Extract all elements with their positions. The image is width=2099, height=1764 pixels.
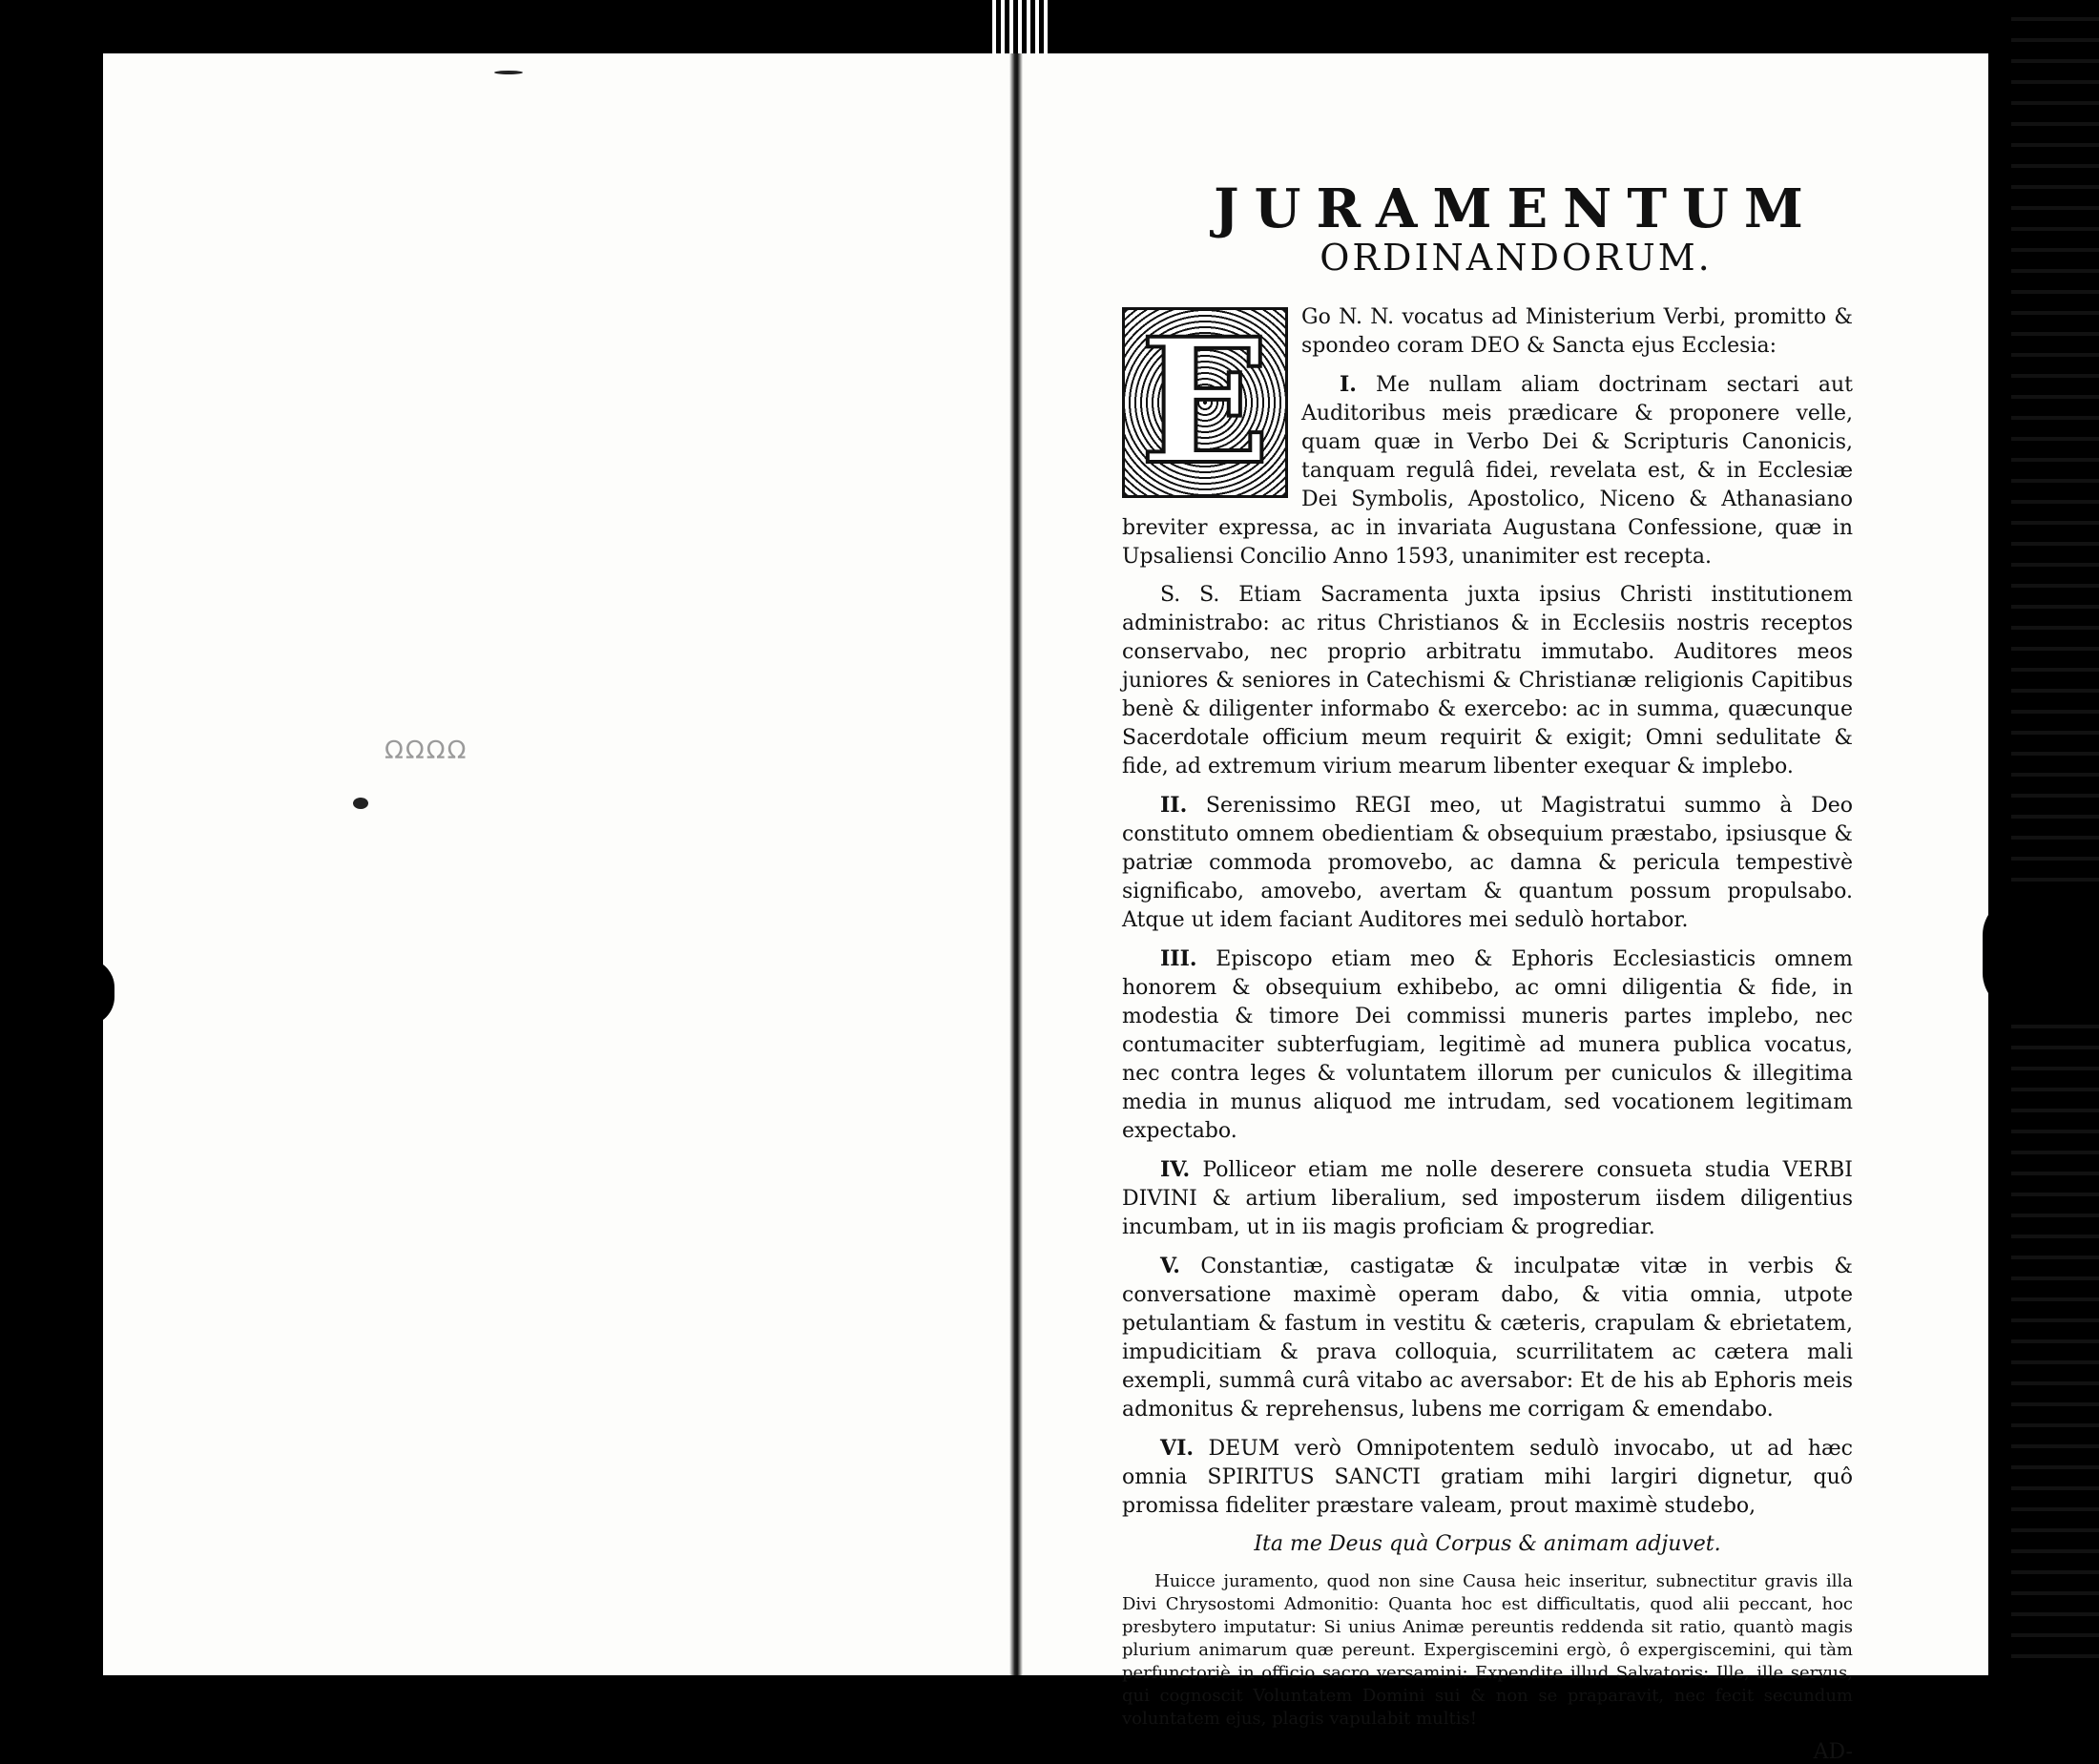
article-4 (1122, 1155, 1853, 1242)
article-1-cont: S. S. Etiam Sacramenta juxta ipsius Christi institutionem administrabo: ac ritus Christianos & in Ecclesiis nostris receptos conservabo, nec proprio arbitratu immutabo. Auditores meos juniores & seniores in Catechismi & Christianæ religionis Capitibus benè & diligenter informabo & exercebo: ac in summa, quæcunque Sacerdotale officium meum requirit & exigit; Omni sedulitate & fide, ad extremum virium mearum libenter exequar & implebo. (1122, 583, 1853, 778)
article-text: Polliceor etiam me nolle deserere consueta studia VERBI DIVINI & artium liberalium, sed imposterum iisdem diligentius incumbam, ut in iis magis proficiam & progrediar. (1122, 1158, 1853, 1239)
oath-intro (1122, 303, 1853, 571)
left-page-tab (0, 959, 114, 1026)
book-gutter (1009, 53, 1023, 1675)
catchword: AD- (1813, 1740, 1853, 1764)
article-number: VI. (1160, 1436, 1195, 1461)
right-dark-edge (2011, 0, 2099, 1675)
ink-speck (353, 798, 368, 809)
article-number: V. (1160, 1254, 1180, 1278)
article-text: Serenissimo REGI meo, ut Magistratui summo à Deo constituto omnem obedientiam & obsequium præstabo, ipsiusque & patriæ commoda promovebo, ac damna & pericula tempestivè significabo, amovebo, avertam & quantum possum propulsabo. Atque ut idem faciant Auditores mei sedulò hortabor. (1122, 794, 1854, 932)
intro-text: Go N. N. vocatus ad Ministerium Verbi, promitto & spondeo coram DEO & Sancta ejus Ecclesia: (1301, 305, 1853, 358)
decorated-initial: E (1122, 307, 1288, 498)
article-2 (1122, 791, 1853, 935)
article-number: I. (1340, 372, 1357, 397)
article-number: IV. (1160, 1157, 1191, 1182)
left-dark-edge (0, 162, 103, 1675)
right-page-tab (1983, 897, 2099, 1011)
invocation-line: Ita me Deus quà Corpus & animam adjuvet. (1254, 1532, 1721, 1556)
show-through-mark: ΩΩΩΩ (384, 737, 468, 765)
chrysostom-note: Huicce juramento, quod non sine Causa heic inseritur, subnectitur gravis illa Divi Chrysostomi Admonitio: Quanta hoc est difficultatis, quod alii peccant, hoc presbytero imputatur: Si unius Animæ pereuntis reddenda sit ratio, quantò magis plurium animarum quæ pereunt. Expergiscemini ergò, ô expergiscemini, qui tàm perfunctoriè in officio sacro versamini: Expendite illud Salvatoris: Ille, ille servus, qui cognoscit Voluntatem Domini sui & non se praparavit, nec fecit secundum voluntatem ejus, plagis vapulabit multis! (1122, 1571, 1853, 1729)
article-3 (1122, 944, 1853, 1146)
article-text: Episcopo etiam meo & Ephoris Ecclesiasticis omnem honorem & obsequium exhibebo, ac omni diligentia & fide, in modestia & timore Dei commissi muneris partes implebo, nec contumaciter subterfugiam, legitimè ad munera publica vocatus, nec contra leges & voluntatem illorum per cuniculos & illegitima media in munus aliquod me intrudam, sed vocationem legitimam expectabo. (1122, 947, 1853, 1143)
article-number: III. (1160, 946, 1197, 971)
article-5 (1122, 1252, 1853, 1424)
page-title: JURAMENTUM (1214, 177, 1818, 240)
page-subtitle: ORDINANDORUM. (1320, 237, 1713, 279)
article-text: Me nullam aliam doctrinam sectari aut Auditoribus meis prædicare & proponere velle, quam quæ in Verbo Dei & Scripturis Canonicis, tanquam regulâ fidei, revelata est, & in Ecclesiæ Dei Symbolis, Apostolico, Niceno & Athanasiano breviter expressa, ac in invariata Augustana Confessione, quæ in Upsaliensi Concilio Anno 1593, unanimiter est recepta. (1122, 373, 1853, 569)
page-text (1122, 172, 1853, 1764)
article-text: Constantiæ, castigatæ & inculpatæ vitæ in verbis & conversatione maximè operam dabo, & vitia omnia, utpote petulantiam & fastum in vestitu & cæteris, crapulam & ebrietatem, impudicitiam & prava colloquia, scurrilitatem ac cætera mali exempli, summâ curâ vitabo ac aversabor: Et de his ab Ephoris meis admonitus & reprehensus, lubens me corrigam & emendabo. (1122, 1255, 1854, 1422)
ink-speck (494, 71, 523, 74)
left-page-blank (103, 53, 1017, 1675)
binding-top (992, 0, 1050, 53)
article-text: DEUM verò Omnipotentem sedulò invocabo, ut ad hæc omnia SPIRITUS SANCTI gratiam mihi largiri dignetur, quô promissa fideliter præstare valeam, prout maximè studebo, (1122, 1437, 1853, 1518)
article-number: II. (1160, 793, 1188, 818)
article-6 (1122, 1434, 1853, 1521)
